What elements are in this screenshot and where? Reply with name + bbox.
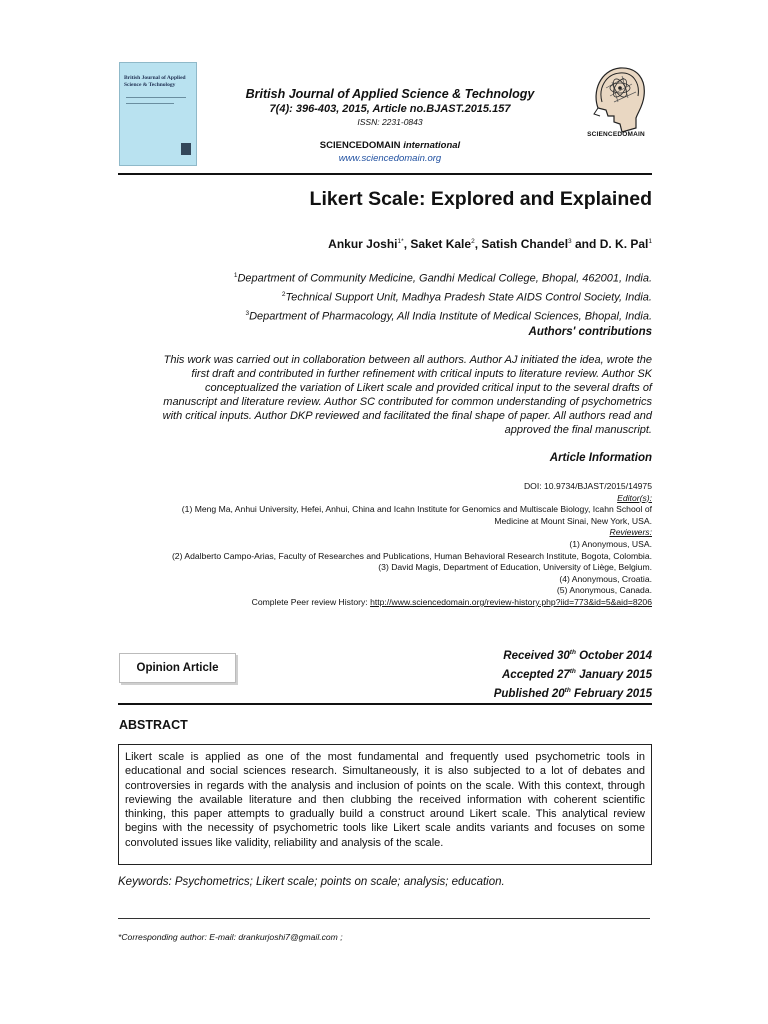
- author-name: Ankur Joshi: [328, 237, 398, 251]
- doi: DOI: 10.9734/BJAST/2015/14975: [523, 481, 652, 491]
- contributions-text: [118, 353, 652, 437]
- author-name: Satish Chandel: [481, 237, 569, 251]
- logo-label: SCIENCEDOMAIN: [587, 131, 645, 138]
- publisher-name: SCIENCEDOMAIN international: [319, 140, 461, 151]
- contributions-line: This work was carried out in collaboration between all authors. Author AJ initiated the idea, wrote the: [163, 354, 652, 366]
- date-ordinal: th: [564, 686, 571, 694]
- footnote-divider: [118, 918, 650, 919]
- abstract-box: [118, 744, 652, 865]
- affiliations: [118, 268, 652, 325]
- contributions-line: first draft and contributed in further refinement with critical inputs to literature review. Author SK: [191, 368, 652, 380]
- date-line: [300, 664, 652, 683]
- date-suffix: October 2014: [575, 649, 652, 662]
- author-list: [118, 237, 652, 251]
- affiliation-text: Department of Pharmacology, All India Institute of Medical Sciences, Bhopal, India.: [249, 310, 652, 323]
- journal-header: [210, 87, 570, 165]
- contributions-line: with critical inputs. Author DKP reviewed and facilitated the final shape of paper. All authors read and: [162, 410, 652, 422]
- affiliation-line: [118, 306, 652, 325]
- contributions-line: approved the final manuscript.: [504, 424, 652, 436]
- article-info-heading: Article Information: [549, 452, 652, 464]
- date-prefix: Accepted 27: [502, 668, 570, 681]
- publication-dates: [300, 645, 652, 701]
- affiliation-text: Department of Community Medicine, Gandhi Medical College, Bhopal, 462001, India.: [237, 272, 652, 285]
- reviewers-label: Reviewers:: [609, 527, 652, 538]
- author-marker: 1*: [397, 238, 404, 245]
- date-prefix: Received 30: [503, 649, 570, 662]
- contributions-heading: Authors' contributions: [528, 326, 652, 338]
- author-name: D. K. Pal: [599, 237, 649, 251]
- journal-volume-line: 7(4): 396-403, 2015, Article no.BJAST.2015.157: [269, 103, 511, 115]
- journal-cover-thumbnail: [119, 62, 197, 166]
- editor-entry: Medicine at Mount Sinai, New York, USA.: [494, 515, 652, 526]
- editors-label: Editor(s):: [617, 492, 652, 503]
- author-marker: 2: [471, 238, 475, 245]
- corresponding-author: *Corresponding author: E-mail: drankurjoshi7@gmail.com ;: [118, 932, 343, 942]
- affiliation-line: [118, 268, 652, 287]
- article-information: [118, 481, 652, 609]
- journal-title: British Journal of Applied Science & Technology: [245, 87, 535, 101]
- date-prefix: Published 20: [493, 687, 565, 700]
- article-type-badge: Opinion Article: [119, 653, 236, 683]
- journal-issn: ISSN: 2231-0843: [357, 117, 423, 127]
- editor-entry: (1) Meng Ma, Anhui University, Hefei, Anhui, China and Icahn Institute for Genomics and Multiscale Biology, Icahn School of: [181, 504, 652, 515]
- reviewer-entry: (2) Adalberto Campo-Arias, Faculty of Researches and Publications, Human Behavioral Research Institute, Bogota, Colombia.: [171, 550, 652, 561]
- reviewer-entry: (3) David Magis, Department of Education, University of Liège, Belgium.: [378, 562, 652, 573]
- abstract-heading: ABSTRACT: [119, 718, 188, 732]
- affiliation-line: [118, 287, 652, 306]
- date-line: [300, 645, 652, 664]
- date-suffix: January 2015: [575, 668, 652, 681]
- date-ordinal: th: [569, 667, 576, 675]
- cover-barcode: [181, 143, 191, 155]
- keywords: Keywords: Psychometrics; Likert scale; points on scale; analysis; education.: [118, 876, 505, 888]
- reviewer-entry: (5) Anonymous, Canada.: [556, 585, 652, 596]
- peer-review-history-link[interactable]: http://www.sciencedomain.org/review-history.php?iid=773&id=5&aid=8206: [370, 596, 652, 607]
- author-name: Saket Kale: [410, 237, 472, 251]
- cover-title: British Journal of Applied Science & Technology: [124, 75, 186, 88]
- reviewers-list: [118, 539, 652, 597]
- date-ordinal: th: [569, 649, 576, 656]
- contributions-line: conceptualized the variation of Likert scale and provided critical input to the several drafts of: [205, 382, 652, 394]
- abstract-text: Likert scale is applied as one of the most fundamental and frequently used psychometric tools in educational and social sciences research. Simultaneously, it is also subjected to a lot of debates and controversies in regards with the analysis and inclusion of points on the scale. With this context, through reviewing the available literature and then clubbing the received information with coherent scientific thinking, this paper attempts to gradually build a construct around Likert scale. This analytical review begins with the necessity of psychometric tools like Likert scale andits variants and focuses on some convoluted issues like validity, reliability and analysis of the scale.: [125, 751, 645, 849]
- author-marker: 1: [648, 238, 652, 245]
- abstract-divider: [118, 703, 652, 705]
- contributions-line: manuscript and literature review. Author SC contributed for common understanding of psychometrics: [163, 396, 652, 408]
- date-suffix: February 2015: [570, 687, 652, 700]
- cover-line: [126, 97, 186, 98]
- peer-review-history: Complete Peer review History: http://www.sciencedomain.org/review-history.php?iid=773&id=5&aid=8206: [251, 596, 652, 607]
- author-marker: 3: [568, 238, 572, 245]
- header-divider: [118, 173, 652, 175]
- article-title: Likert Scale: Explored and Explained: [309, 188, 652, 210]
- publisher-website[interactable]: www.sciencedomain.org: [338, 153, 442, 164]
- affiliation-marker: 1: [233, 272, 238, 279]
- affiliation-text: Technical Support Unit, Madhya Pradesh State AIDS Control Society, India.: [285, 291, 652, 304]
- editors-list: [118, 504, 652, 527]
- date-line: [300, 683, 652, 702]
- reviewer-entry: (4) Anonymous, Croatia.: [559, 573, 652, 584]
- affiliation-marker: 2: [281, 291, 286, 299]
- reviewer-entry: (1) Anonymous, USA.: [569, 538, 652, 549]
- author-separator: ,: [403, 237, 411, 251]
- author-separator: and: [571, 237, 600, 251]
- author-separator: ,: [474, 237, 482, 251]
- affiliation-marker: 3: [245, 310, 250, 318]
- cover-line: [126, 103, 174, 104]
